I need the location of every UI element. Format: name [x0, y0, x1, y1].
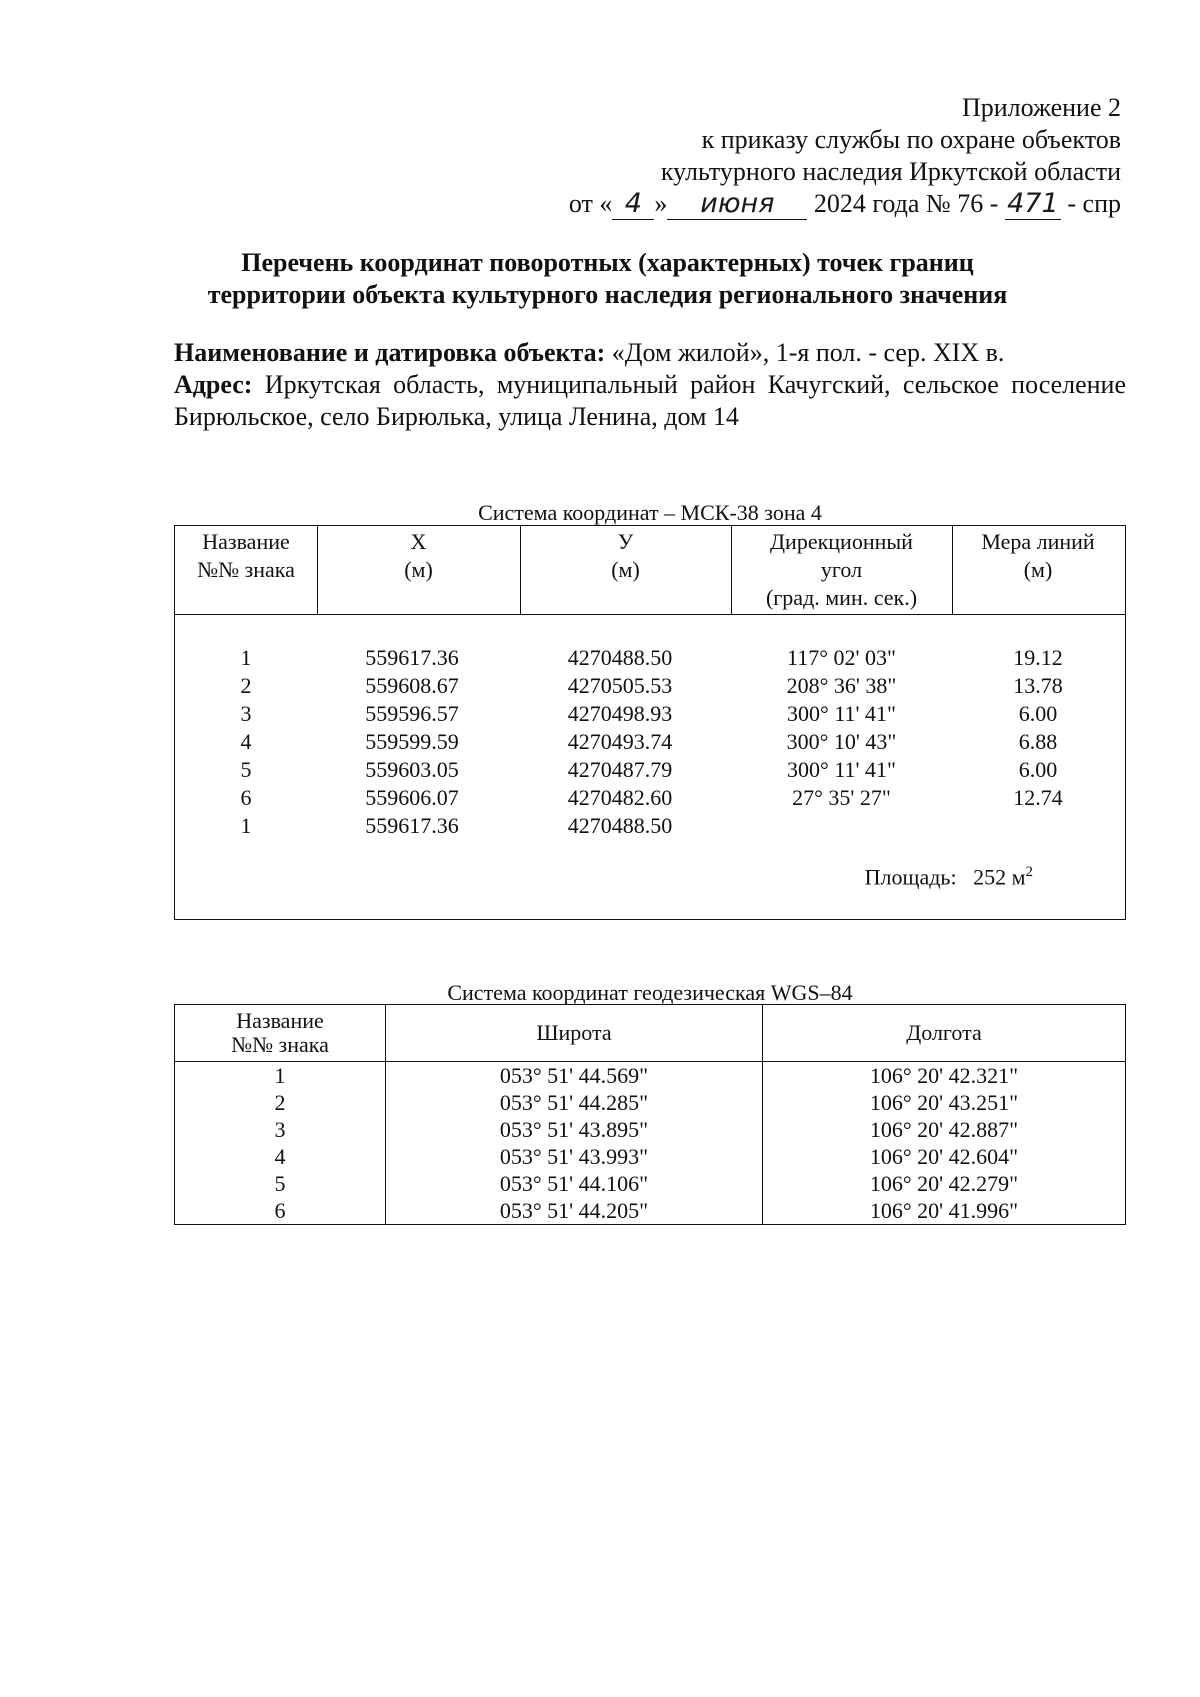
header-x: X (м): [404, 529, 433, 582]
date-year-number: 2024 года № 76 -: [807, 189, 1005, 218]
header-sign-name: Название №№ знака: [197, 529, 295, 582]
object-name-label: Наименование и датировка объекта:: [174, 338, 606, 367]
table1-header: [175, 526, 1125, 615]
appendix-header: [481, 92, 1121, 220]
table-row: 3 559596.57 4270498.93 300° 11' 41" 6.00: [240, 701, 1058, 726]
handwritten-day: 4: [612, 191, 654, 220]
appendix-title: Приложение 2: [961, 93, 1121, 122]
table-row: 5 053° 51' 44.106" 106° 20' 42.279": [175, 1170, 1126, 1197]
table-row: 2 053° 51' 44.285" 106° 20' 43.251": [175, 1089, 1126, 1116]
table2-header: [175, 1005, 1126, 1062]
date-suffix: - спр: [1060, 189, 1121, 218]
date-prefix: от «: [568, 189, 613, 218]
table-row: 6 559606.07 4270482.60 27° 35' 27" 12.74: [240, 785, 1063, 810]
address-label: Адрес:: [174, 370, 253, 399]
table-row: 1 559617.36 4270488.50 117° 02' 03" 19.12: [240, 645, 1063, 670]
address-value: Иркутская область, муниципальный район Качугский, сельское поселение Бирюльское, село Бирюлька, улица Ленина, дом 14: [174, 370, 1126, 431]
title-line-2: территории объекта культурного наследия регионального значения: [207, 280, 1008, 309]
header-direction-angle: Дирекционный угол (град. мин. сек.): [765, 529, 918, 610]
title-line-1: Перечень координат поворотных (характерных) точек границ: [241, 248, 974, 277]
table-row: 1 559617.36 4270488.50: [240, 813, 673, 838]
header-latitude: Широта: [386, 1005, 763, 1062]
order-reference-line-2: культурного наследия Иркутской области: [660, 157, 1121, 186]
header-y: У (м): [611, 529, 640, 582]
header-line-length: Мера линий (м): [981, 529, 1095, 582]
table1-caption: Система координат – МСК-38 зона 4: [478, 500, 822, 525]
object-name-value: «Дом жилой», 1-я пол. - сер. XIX в.: [611, 338, 1005, 367]
table-row: 5 559603.05 4270487.79 300° 11' 41" 6.00: [240, 757, 1058, 782]
msk-coordinates-table: [174, 525, 1126, 920]
order-date-line: [481, 188, 1121, 220]
object-info: [174, 337, 1126, 433]
address-line: [174, 369, 1126, 433]
area-value: Площадь: 252 $м^2$: [864, 864, 1033, 890]
header-sign-name: Название №№ знака: [175, 1005, 386, 1062]
table-row: 1 053° 51' 44.569" 106° 20' 42.321": [175, 1062, 1126, 1090]
handwritten-number: 471: [1005, 191, 1061, 220]
table2-caption: Система координат геодезическая WGS–84: [447, 980, 853, 1005]
table-row: 2 559608.67 4270505.53 208° 36' 38" 13.78: [240, 673, 1063, 698]
document-title: [150, 247, 1065, 311]
object-name-line: [174, 337, 1126, 369]
handwritten-month: июня: [667, 191, 807, 220]
header-longitude: Долгота: [763, 1005, 1126, 1062]
table-row: 4 559599.59 4270493.74 300° 10' 43" 6.88: [240, 729, 1058, 754]
wgs84-coordinates-table: [174, 1004, 1126, 1225]
order-reference-line-1: к приказу службы по охране объектов: [701, 125, 1121, 154]
date-middle: »: [654, 189, 668, 218]
table-row: 4 053° 51' 43.993" 106° 20' 42.604": [175, 1143, 1126, 1170]
table-row: 3 053° 51' 43.895" 106° 20' 42.887": [175, 1116, 1126, 1143]
table-row: 6 053° 51' 44.205" 106° 20' 41.996": [175, 1197, 1126, 1225]
table1-body: [175, 644, 1125, 840]
